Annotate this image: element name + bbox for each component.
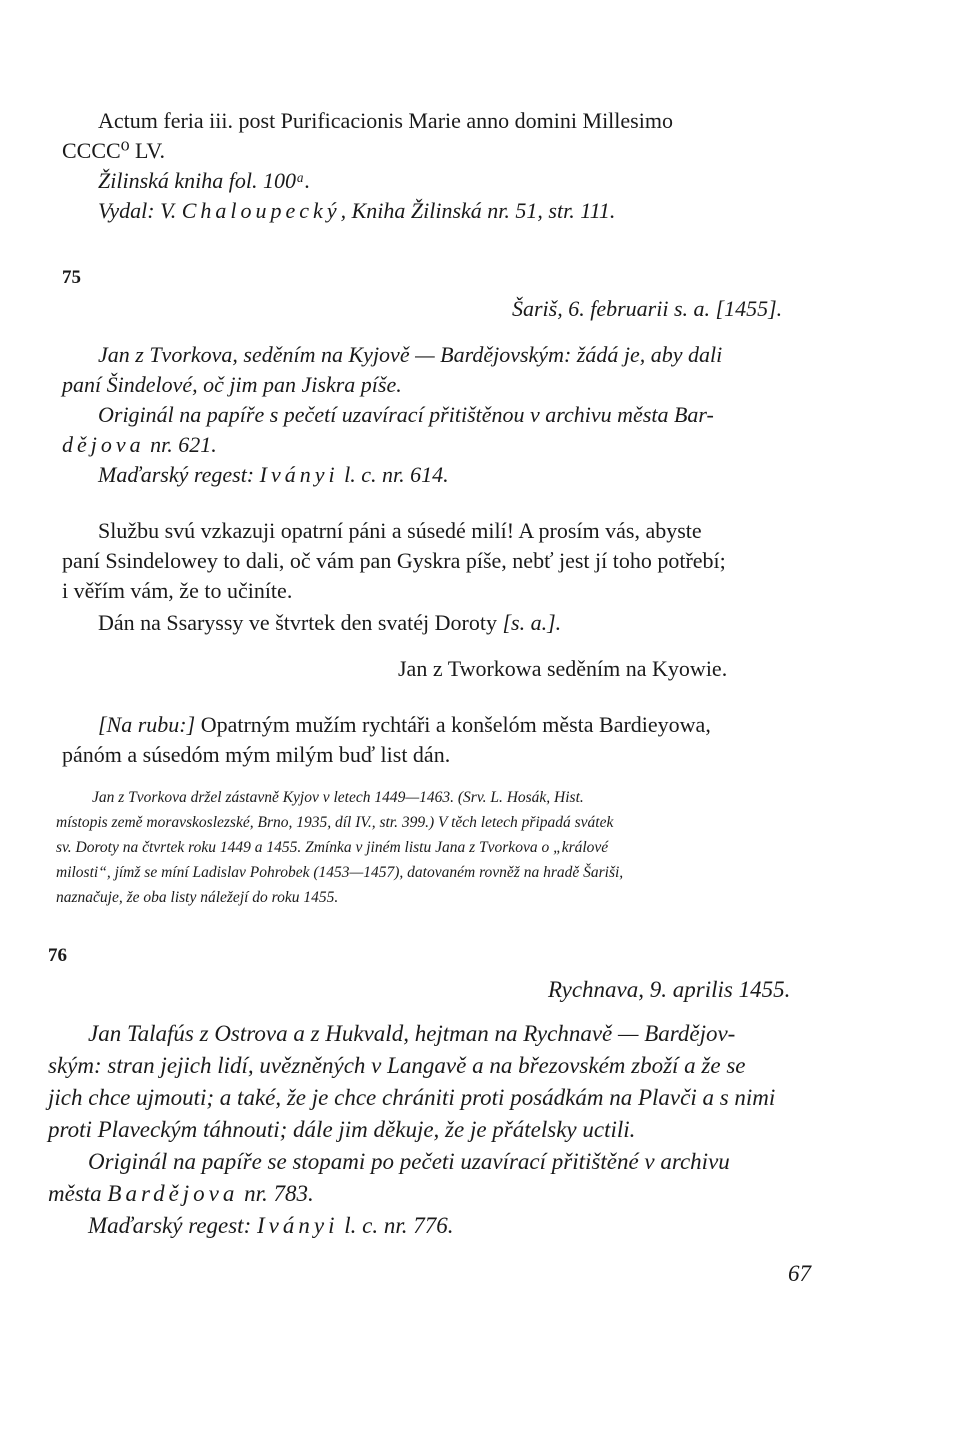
place-date-75: Šariš, 6. februarii s. a. [1455]. [512, 296, 783, 321]
summary-76-line-1: Jan Talafús z Ostrova a z Hukvald, hejtman na Rychnavě — Bardějov- [88, 1021, 736, 1046]
address-75-line-1 [98, 714, 711, 736]
original-75-line-2 [62, 434, 217, 456]
regest-76-suffix: l. c. nr. 776. [338, 1213, 454, 1238]
regest-76-name: Iványi [257, 1213, 339, 1238]
summary-76-line-2: ským: stran jejich lidí, uvězněných v Langavě a na březovském zboží a že se [48, 1053, 746, 1078]
summary-76-line-3: jich chce ujmouti; a také, že je chce chrániti proti posádkám na Plavči a s nimi [48, 1085, 776, 1110]
regest-75-name: Iványi [259, 462, 339, 487]
text-75-line-2: paní Ssindelowey to dali, oč vám pan Gyskra píše, nebť jest jí toho potřebí; [62, 548, 726, 573]
signature-75: Jan z Tworkowa seděním na Kyowie. [398, 656, 728, 681]
archive-number-75: nr. 621. [144, 432, 217, 457]
place-date-76: Rychnava, 9. aprilis 1455. [548, 977, 791, 1002]
document-number-76: 76 [48, 945, 67, 966]
regest-75-suffix: l. c. nr. 614. [338, 462, 449, 487]
archive-city-75: dějova [62, 432, 145, 457]
archive-prefix-76: města [48, 1181, 108, 1206]
page-number: 67 [788, 1261, 811, 1286]
original-76-line-1: Originál na papíře se stopami po pečeti uzavírací přitištěné v archivu [88, 1149, 730, 1174]
archive-city-76: Bardějova [107, 1181, 239, 1206]
actum-line-1: Actum feria iii. post Purificacionis Marie anno domini Millesimo [98, 108, 673, 133]
regest-75-prefix: Maďarský regest: [98, 462, 260, 487]
original-75-line-1: Originál na papíře s pečetí uzavírací přitištěnou v archivu města Bar- [98, 402, 714, 427]
footnote-75-line-2: místopis země moravskoslezské, Brno, 1935, díl IV., str. 399.) V těch letech připadá svátek [56, 814, 614, 831]
regest-75-line [98, 464, 449, 486]
source-line: Žilinská kniha fol. 100ᵃ. [98, 168, 311, 193]
back-note-label: [Na rubu:] [98, 712, 196, 737]
regest-76-line [88, 1214, 453, 1237]
footnote-75-line-5: naznačuje, že oba listy náležejí do roku 1455. [56, 889, 339, 906]
summary-76-line-4: proti Plaveckým táhnouti; dále jim děkuje, že je přátelsky uctili. [48, 1117, 636, 1142]
summary-75-line-2: paní Šindelové, oč jim pan Jiskra píše. [62, 372, 402, 397]
footnote-75-line-4: milosti“, jímž se míní Ladislav Pohrobek (1453—1457), datovaném rovněž na hradě Šariši, [56, 864, 624, 881]
dating-75: Dán na Ssaryssy ve štvrtek den svatéj Doroty [98, 610, 503, 635]
original-76-line-2 [48, 1182, 314, 1205]
publisher-suffix: , Kniha Žilinská nr. 51, str. 111. [340, 198, 616, 223]
text-75-line-3: i věřím vám, že to učiníte. [62, 578, 293, 603]
publisher-line [98, 200, 615, 222]
publisher-prefix: Vydal: V. [98, 198, 182, 223]
document-number-75: 75 [62, 267, 81, 288]
publisher-name: Chaloupecký [181, 198, 341, 223]
address-75-text: Opatrným mužím rychtáři a konšelóm města Bardieyowa, [195, 712, 711, 737]
summary-75-line-1: Jan z Tvorkova, seděním na Kyjově — Bardějovským: žádá je, aby dali [98, 342, 723, 367]
footnote-75-line-3: sv. Doroty na čtvrtek roku 1449 a 1455. Zmínka v jiném listu Jana z Tvorkova o „králové [56, 839, 609, 856]
footnote-75-line-1: Jan z Tvorkova držel zástavně Kyjov v letech 1449—1463. (Srv. L. Hosák, Hist. [92, 789, 584, 806]
regest-76-prefix: Maďarský regest: [88, 1213, 257, 1238]
address-75-line-2: pánóm a súsedóm mým milým buď list dán. [62, 742, 451, 767]
text-75-line-1: Službu svú vzkazuji opatrní páni a súsedé milí! A prosím vás, abyste [98, 518, 702, 543]
text-75-line-4 [98, 612, 561, 634]
archive-number-76: nr. 783. [238, 1181, 314, 1206]
actum-line-2: CCCC⁰ LV. [62, 138, 165, 163]
dating-75-note: [s. a.]. [502, 610, 562, 635]
